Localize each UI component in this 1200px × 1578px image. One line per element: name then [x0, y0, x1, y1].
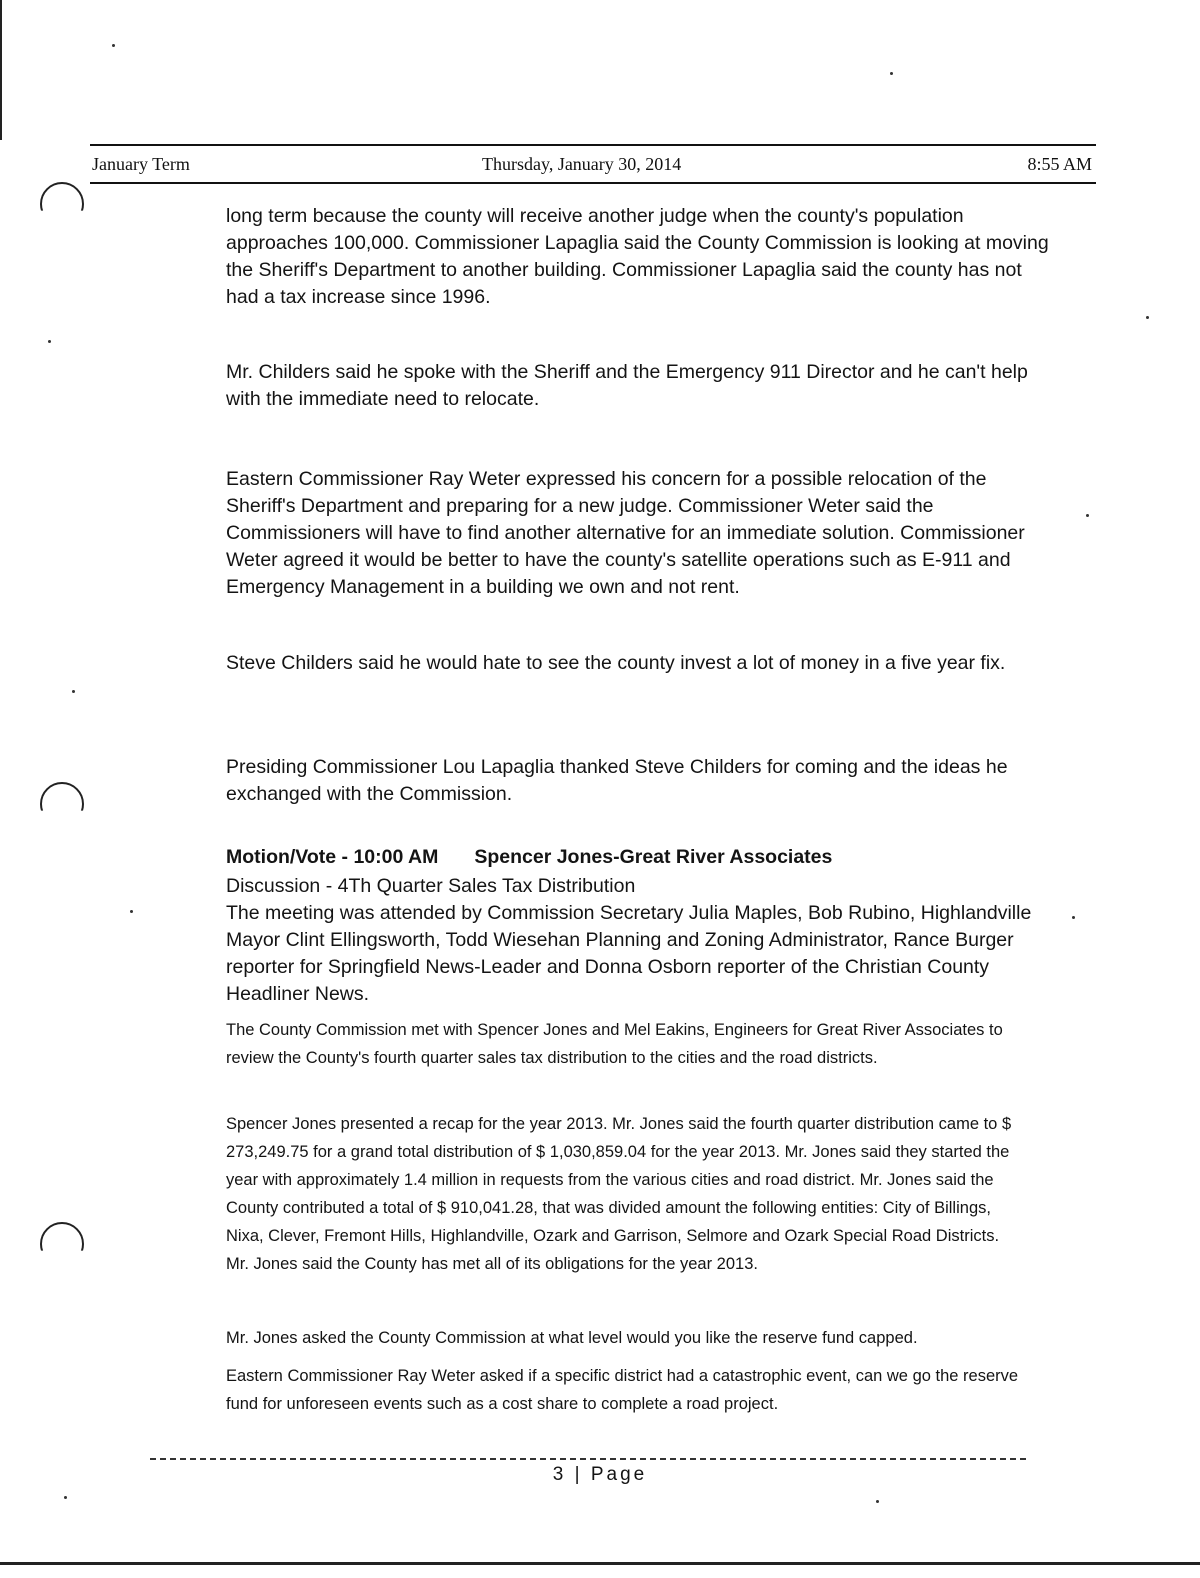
header-date: Thursday, January 30, 2014 [482, 154, 682, 174]
scan-speck [1086, 514, 1089, 517]
scan-edge-left [0, 0, 2, 140]
motion-discussion: Discussion - 4Th Quarter Sales Tax Distribution [226, 875, 636, 897]
page-number: 3 | Page [552, 1464, 648, 1485]
scan-speck [72, 690, 75, 693]
header-time: 8:55 AM [1027, 154, 1092, 174]
scan-speck [48, 340, 51, 343]
header-rule-bottom [90, 182, 1096, 184]
binder-hole-3 [40, 1222, 84, 1266]
scan-speck [112, 44, 115, 47]
scan-speck [1072, 916, 1075, 919]
scan-speck [64, 1496, 67, 1499]
paragraph-commission-met: The County Commission met with Spencer Jones and Mel Eakins, Engineers for Great River Associates to review the County's fourth quarter sales tax distribution to the cities and the road districts. [226, 1021, 1003, 1067]
paragraph-weter-concern: Eastern Commissioner Ray Weter expressed his concern for a possible relocation of the Sheriff's Department and preparing for a new judge. Commissioner Weter said the Commissioners will have to find another alternative for an immediate solution. Commissioner Weter agreed it would be better to have the county's satellite operations such as E-911 and Emergency Management in a building we own and not rent. [226, 468, 1025, 598]
paragraph-recap-2013: Spencer Jones presented a recap for the year 2013. Mr. Jones said the fourth quarter distribution came to $ 273,249.75 for a grand total distribution of $ 1,030,859.04 for the year 2013. Mr. Jones said they started the year with approximately 1.4 million in requests from the various cities and road district. Mr. Jones said the County contributed a total of $ 910,041.28, that was divided amount the following entities: City of Billings, Nixa, Clever, Fremont Hills, Highlandville, Ozark and Garrison, Selmore and Ozark Special Road Districts. Mr. Jones said the County has met all of its obligations for the year 2013. [226, 1115, 1012, 1273]
motion-attendance: The meeting was attended by Commission Secretary Julia Maples, Bob Rubino, Highlandville Mayor Clint Ellingsworth, Todd Wiesehan Planning and Zoning Administrator, Rance Burger reporter for Springfield News-Leader and Donna Osborn reporter of the Christian County Headliner News. [226, 902, 1032, 1005]
paragraph-tax-increase: long term because the county will receive another judge when the county's population approaches 100,000. Commissioner Lapaglia said the County Commission is looking at moving the Sheriff's Department to another building. Commissioner Lapaglia said the county has not had a tax increase since 1996. [226, 205, 1049, 308]
paragraph-lapaglia-thanks: Presiding Commissioner Lou Lapaglia thanked Steve Childers for coming and the ideas he exchanged with the Commission. [226, 756, 1008, 805]
header-term: January Term [92, 154, 190, 174]
binder-hole-2 [40, 782, 84, 826]
motion-label: Motion/Vote - 10:00 AM [226, 846, 439, 868]
scan-speck [876, 1500, 879, 1503]
paragraph-reserve-fund: Mr. Jones asked the County Commission at what level would you like the reserve fund capped. [226, 1329, 918, 1347]
paragraph-catastrophic-event: Eastern Commissioner Ray Weter asked if a specific district had a catastrophic event, can we go the reserve fund for unforeseen events such as a cost share to complete a road project. [226, 1367, 1019, 1413]
header-rule-top [90, 144, 1096, 146]
motion-title: Spencer Jones-Great River Associates [474, 846, 833, 868]
scan-edge-bottom [0, 1562, 1200, 1565]
motion-heading [226, 846, 832, 869]
scan-speck [130, 910, 133, 913]
footer-rule [150, 1458, 1026, 1460]
scan-speck [890, 72, 893, 75]
scan-speck [1146, 316, 1149, 319]
binder-hole-1 [40, 182, 84, 226]
paragraph-childers-invest: Steve Childers said he would hate to see the county invest a lot of money in a five year fix. [226, 652, 1006, 674]
paragraph-childers-relocate: Mr. Childers said he spoke with the Sheriff and the Emergency 911 Director and he can't help with the immediate need to relocate. [226, 361, 1028, 410]
